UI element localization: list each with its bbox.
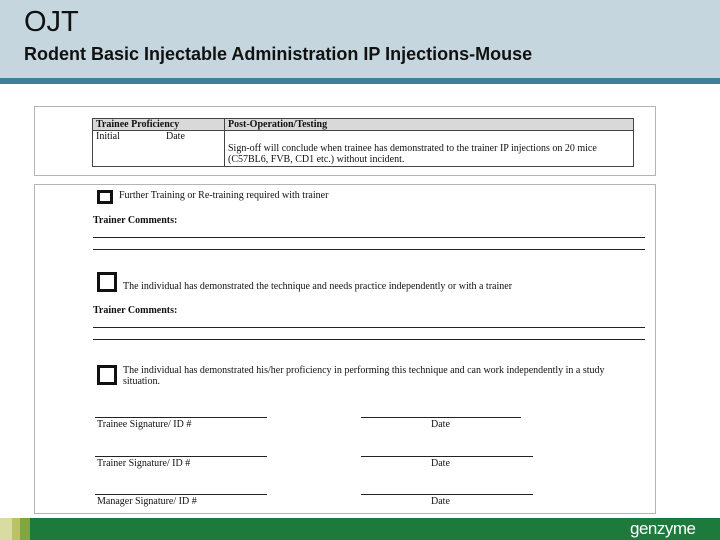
evaluation-panel — [34, 184, 656, 514]
comment-line-1a[interactable] — [93, 237, 645, 238]
needs-practice-text: The individual has demonstrated the technique and needs practice independently or with a trainer — [123, 281, 513, 292]
proficiency-table — [92, 118, 634, 167]
initial-date-cell[interactable] — [93, 131, 225, 167]
trainee-date-label: Date — [431, 419, 450, 430]
comment-line-2b[interactable] — [93, 339, 645, 340]
date-label: Date — [166, 131, 185, 142]
option-proficient — [97, 365, 637, 387]
proficient-text: The individual has demonstrated his/her proficiency in performing this technique and can work independently in a study situation. — [123, 365, 605, 387]
trainee-date-line[interactable] — [361, 417, 521, 418]
trainer-signature-line[interactable] — [95, 456, 267, 457]
trainer-comments-label-1: Trainer Comments: — [93, 215, 178, 226]
trainee-proficiency-header: Trainee Proficiency — [93, 119, 225, 131]
initial-label: Initial — [96, 131, 120, 142]
sign-off-note: Sign-off will conclude when trainee has demonstrated to the trainer IP injections on 20 mice (C57BL6, FVB, CD1 etc.) without incident. — [225, 131, 634, 167]
comment-line-2a[interactable] — [93, 327, 645, 328]
further-training-checkbox[interactable] — [97, 190, 113, 204]
footer-accent-dark — [20, 518, 30, 540]
post-operation-header: Post-Operation/Testing — [225, 119, 634, 131]
trainer-date-label: Date — [431, 458, 450, 469]
proficient-checkbox[interactable] — [97, 365, 117, 385]
slide-subtitle: Rodent Basic Injectable Administration IP Injections-Mouse — [24, 44, 533, 64]
trainer-comments-label-2: Trainer Comments: — [93, 305, 178, 316]
trainer-signature-label: Trainer Signature/ ID # — [97, 458, 191, 469]
footer-accent-mid — [12, 518, 20, 540]
slide-header — [0, 0, 720, 78]
manager-signature-label: Manager Signature/ ID # — [97, 496, 197, 507]
needs-practice-checkbox[interactable] — [97, 272, 117, 292]
trainee-signature-line[interactable] — [95, 417, 267, 418]
slide-title: OJT — [24, 6, 79, 38]
option-needs-practice — [97, 272, 617, 292]
proficiency-panel — [34, 106, 656, 176]
comment-line-1b[interactable] — [93, 249, 645, 250]
footer-bar — [0, 518, 720, 540]
manager-signature-line[interactable] — [95, 494, 267, 495]
further-training-text: Further Training or Re-training required with trainer — [119, 190, 329, 201]
footer-accent-light — [0, 518, 12, 540]
header-rule — [0, 78, 720, 84]
manager-date-label: Date — [431, 496, 450, 507]
genzyme-logo: genzyme — [630, 519, 696, 538]
trainer-date-line[interactable] — [361, 456, 533, 457]
option-further-training — [97, 190, 617, 204]
manager-date-line[interactable] — [361, 494, 533, 495]
trainee-signature-label: Trainee Signature/ ID # — [97, 419, 192, 430]
